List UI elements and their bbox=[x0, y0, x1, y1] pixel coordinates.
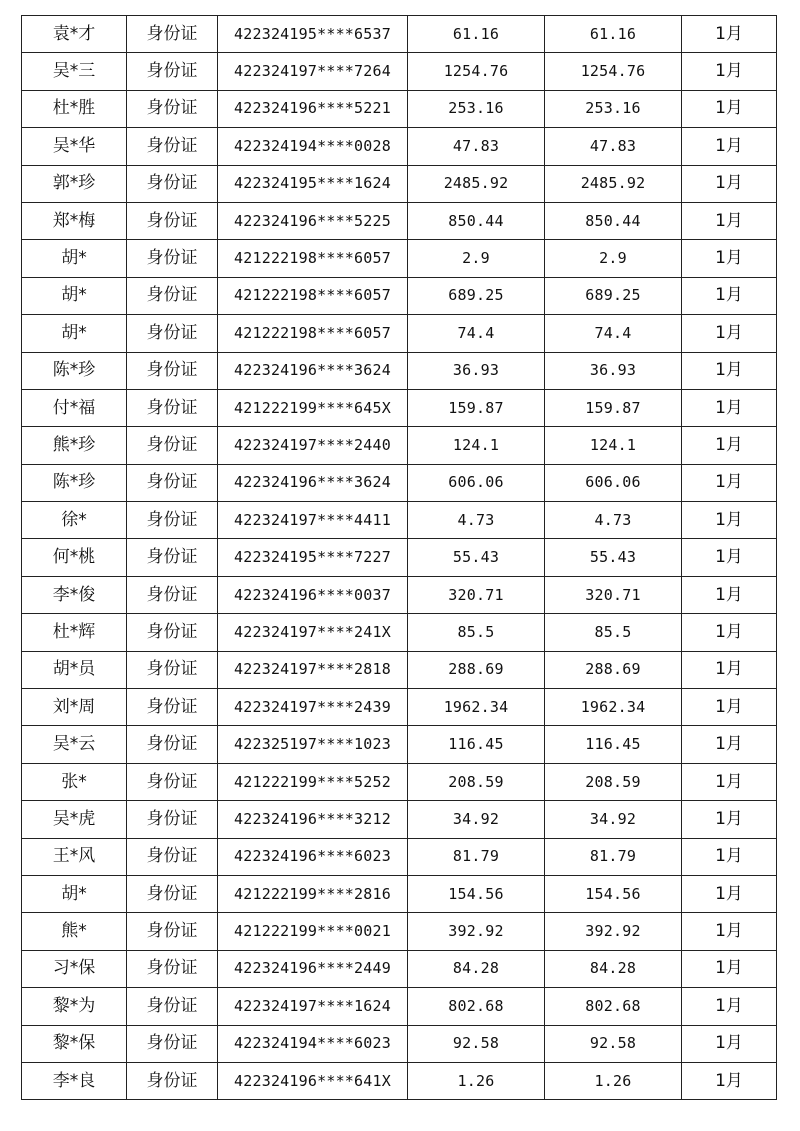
recipient-name-cell: 张* bbox=[22, 763, 127, 800]
table-row bbox=[22, 315, 777, 352]
month-cell: 1月 bbox=[682, 464, 777, 501]
amount-cell: 208.59 bbox=[408, 763, 545, 800]
month-cell: 1月 bbox=[682, 875, 777, 912]
id-type-cell: 身份证 bbox=[127, 1062, 218, 1099]
amount-paid-cell: 392.92 bbox=[545, 913, 682, 950]
amount-cell: 850.44 bbox=[408, 202, 545, 239]
amount-cell: 288.69 bbox=[408, 651, 545, 688]
recipient-name-cell: 黎*保 bbox=[22, 1025, 127, 1062]
month-cell: 1月 bbox=[682, 240, 777, 277]
amount-cell: 92.58 bbox=[408, 1025, 545, 1062]
month-cell: 1月 bbox=[682, 726, 777, 763]
recipient-name-cell: 吴*云 bbox=[22, 726, 127, 763]
id-type-cell: 身份证 bbox=[127, 763, 218, 800]
amount-paid-cell: 55.43 bbox=[545, 539, 682, 576]
id-number-cell: 422324196****0037 bbox=[218, 576, 408, 613]
id-number-cell: 421222198****6057 bbox=[218, 277, 408, 314]
recipient-name-cell: 熊* bbox=[22, 913, 127, 950]
recipient-name-cell: 王*风 bbox=[22, 838, 127, 875]
amount-cell: 154.56 bbox=[408, 875, 545, 912]
id-number-cell: 422324194****6023 bbox=[218, 1025, 408, 1062]
id-type-cell: 身份证 bbox=[127, 801, 218, 838]
id-number-cell: 421222199****645X bbox=[218, 389, 408, 426]
amount-cell: 159.87 bbox=[408, 389, 545, 426]
id-number-cell: 422324196****2449 bbox=[218, 950, 408, 987]
amount-cell: 36.93 bbox=[408, 352, 545, 389]
id-type-cell: 身份证 bbox=[127, 838, 218, 875]
recipient-name-cell: 黎*为 bbox=[22, 988, 127, 1025]
recipient-name-cell: 杜*胜 bbox=[22, 90, 127, 127]
id-number-cell: 422324197****2439 bbox=[218, 689, 408, 726]
id-number-cell: 422324195****6537 bbox=[218, 16, 408, 53]
table-row bbox=[22, 352, 777, 389]
amount-paid-cell: 74.4 bbox=[545, 315, 682, 352]
table-row bbox=[22, 389, 777, 426]
id-type-cell: 身份证 bbox=[127, 165, 218, 202]
subsidy-ledger-table bbox=[21, 15, 777, 1100]
amount-paid-cell: 81.79 bbox=[545, 838, 682, 875]
id-number-cell: 421222198****6057 bbox=[218, 240, 408, 277]
month-cell: 1月 bbox=[682, 614, 777, 651]
id-type-cell: 身份证 bbox=[127, 315, 218, 352]
month-cell: 1月 bbox=[682, 689, 777, 726]
amount-cell: 4.73 bbox=[408, 502, 545, 539]
recipient-name-cell: 吴*虎 bbox=[22, 801, 127, 838]
id-number-cell: 422324197****4411 bbox=[218, 502, 408, 539]
table-row bbox=[22, 1025, 777, 1062]
month-cell: 1月 bbox=[682, 988, 777, 1025]
table-row bbox=[22, 464, 777, 501]
amount-paid-cell: 850.44 bbox=[545, 202, 682, 239]
recipient-name-cell: 郑*梅 bbox=[22, 202, 127, 239]
amount-cell: 116.45 bbox=[408, 726, 545, 763]
amount-cell: 253.16 bbox=[408, 90, 545, 127]
amount-cell: 85.5 bbox=[408, 614, 545, 651]
amount-paid-cell: 84.28 bbox=[545, 950, 682, 987]
id-type-cell: 身份证 bbox=[127, 875, 218, 912]
id-number-cell: 421222199****0021 bbox=[218, 913, 408, 950]
amount-cell: 1962.34 bbox=[408, 689, 545, 726]
table-row bbox=[22, 53, 777, 90]
recipient-name-cell: 胡* bbox=[22, 277, 127, 314]
id-number-cell: 422324196****5221 bbox=[218, 90, 408, 127]
id-type-cell: 身份证 bbox=[127, 651, 218, 688]
table-row bbox=[22, 950, 777, 987]
amount-cell: 124.1 bbox=[408, 427, 545, 464]
table-row bbox=[22, 202, 777, 239]
id-type-cell: 身份证 bbox=[127, 689, 218, 726]
id-number-cell: 421222198****6057 bbox=[218, 315, 408, 352]
id-type-cell: 身份证 bbox=[127, 464, 218, 501]
table-row bbox=[22, 726, 777, 763]
id-number-cell: 422324196****6023 bbox=[218, 838, 408, 875]
id-number-cell: 421222199****5252 bbox=[218, 763, 408, 800]
id-type-cell: 身份证 bbox=[127, 277, 218, 314]
month-cell: 1月 bbox=[682, 53, 777, 90]
id-number-cell: 422324196****3624 bbox=[218, 464, 408, 501]
id-type-cell: 身份证 bbox=[127, 240, 218, 277]
amount-paid-cell: 61.16 bbox=[545, 16, 682, 53]
amount-paid-cell: 47.83 bbox=[545, 128, 682, 165]
id-number-cell: 422324196****3212 bbox=[218, 801, 408, 838]
amount-cell: 74.4 bbox=[408, 315, 545, 352]
recipient-name-cell: 李*俊 bbox=[22, 576, 127, 613]
amount-paid-cell: 116.45 bbox=[545, 726, 682, 763]
id-number-cell: 422325197****1023 bbox=[218, 726, 408, 763]
month-cell: 1月 bbox=[682, 427, 777, 464]
amount-paid-cell: 208.59 bbox=[545, 763, 682, 800]
amount-paid-cell: 1254.76 bbox=[545, 53, 682, 90]
month-cell: 1月 bbox=[682, 950, 777, 987]
month-cell: 1月 bbox=[682, 913, 777, 950]
table-row bbox=[22, 16, 777, 53]
id-type-cell: 身份证 bbox=[127, 53, 218, 90]
amount-cell: 47.83 bbox=[408, 128, 545, 165]
month-cell: 1月 bbox=[682, 801, 777, 838]
id-number-cell: 422324197****7264 bbox=[218, 53, 408, 90]
id-type-cell: 身份证 bbox=[127, 1025, 218, 1062]
table-row bbox=[22, 838, 777, 875]
table-row bbox=[22, 277, 777, 314]
id-number-cell: 422324197****241X bbox=[218, 614, 408, 651]
id-type-cell: 身份证 bbox=[127, 389, 218, 426]
table-row bbox=[22, 875, 777, 912]
amount-paid-cell: 36.93 bbox=[545, 352, 682, 389]
recipient-name-cell: 杜*辉 bbox=[22, 614, 127, 651]
recipient-name-cell: 吴*三 bbox=[22, 53, 127, 90]
table-row bbox=[22, 128, 777, 165]
amount-cell: 1.26 bbox=[408, 1062, 545, 1099]
recipient-name-cell: 付*福 bbox=[22, 389, 127, 426]
recipient-name-cell: 李*良 bbox=[22, 1062, 127, 1099]
amount-cell: 606.06 bbox=[408, 464, 545, 501]
table-row bbox=[22, 539, 777, 576]
month-cell: 1月 bbox=[682, 202, 777, 239]
month-cell: 1月 bbox=[682, 763, 777, 800]
id-number-cell: 422324196****5225 bbox=[218, 202, 408, 239]
recipient-name-cell: 习*保 bbox=[22, 950, 127, 987]
recipient-name-cell: 郭*珍 bbox=[22, 165, 127, 202]
recipient-name-cell: 何*桃 bbox=[22, 539, 127, 576]
id-type-cell: 身份证 bbox=[127, 988, 218, 1025]
month-cell: 1月 bbox=[682, 576, 777, 613]
table-row bbox=[22, 988, 777, 1025]
month-cell: 1月 bbox=[682, 128, 777, 165]
id-number-cell: 421222199****2816 bbox=[218, 875, 408, 912]
recipient-name-cell: 刘*周 bbox=[22, 689, 127, 726]
id-number-cell: 422324196****3624 bbox=[218, 352, 408, 389]
id-type-cell: 身份证 bbox=[127, 427, 218, 464]
month-cell: 1月 bbox=[682, 315, 777, 352]
month-cell: 1月 bbox=[682, 352, 777, 389]
amount-paid-cell: 154.56 bbox=[545, 875, 682, 912]
amount-paid-cell: 85.5 bbox=[545, 614, 682, 651]
recipient-name-cell: 吴*华 bbox=[22, 128, 127, 165]
recipient-name-cell: 胡*员 bbox=[22, 651, 127, 688]
id-type-cell: 身份证 bbox=[127, 90, 218, 127]
table-row bbox=[22, 801, 777, 838]
table-row bbox=[22, 90, 777, 127]
month-cell: 1月 bbox=[682, 1062, 777, 1099]
amount-paid-cell: 34.92 bbox=[545, 801, 682, 838]
id-number-cell: 422324197****2818 bbox=[218, 651, 408, 688]
id-number-cell: 422324197****1624 bbox=[218, 988, 408, 1025]
id-type-cell: 身份证 bbox=[127, 128, 218, 165]
amount-cell: 2485.92 bbox=[408, 165, 545, 202]
amount-cell: 392.92 bbox=[408, 913, 545, 950]
id-type-cell: 身份证 bbox=[127, 950, 218, 987]
id-number-cell: 422324196****641X bbox=[218, 1062, 408, 1099]
month-cell: 1月 bbox=[682, 539, 777, 576]
id-type-cell: 身份证 bbox=[127, 202, 218, 239]
table-row bbox=[22, 165, 777, 202]
recipient-name-cell: 熊*珍 bbox=[22, 427, 127, 464]
month-cell: 1月 bbox=[682, 651, 777, 688]
recipient-name-cell: 陈*珍 bbox=[22, 352, 127, 389]
amount-paid-cell: 606.06 bbox=[545, 464, 682, 501]
table-row bbox=[22, 614, 777, 651]
month-cell: 1月 bbox=[682, 838, 777, 875]
amount-cell: 689.25 bbox=[408, 277, 545, 314]
table-row bbox=[22, 763, 777, 800]
recipient-name-cell: 胡* bbox=[22, 315, 127, 352]
month-cell: 1月 bbox=[682, 389, 777, 426]
table-row bbox=[22, 689, 777, 726]
amount-paid-cell: 1.26 bbox=[545, 1062, 682, 1099]
month-cell: 1月 bbox=[682, 277, 777, 314]
month-cell: 1月 bbox=[682, 502, 777, 539]
amount-paid-cell: 689.25 bbox=[545, 277, 682, 314]
month-cell: 1月 bbox=[682, 1025, 777, 1062]
amount-paid-cell: 288.69 bbox=[545, 651, 682, 688]
id-type-cell: 身份证 bbox=[127, 726, 218, 763]
id-number-cell: 422324195****7227 bbox=[218, 539, 408, 576]
id-type-cell: 身份证 bbox=[127, 16, 218, 53]
amount-paid-cell: 159.87 bbox=[545, 389, 682, 426]
amount-cell: 61.16 bbox=[408, 16, 545, 53]
id-number-cell: 422324197****2440 bbox=[218, 427, 408, 464]
id-type-cell: 身份证 bbox=[127, 576, 218, 613]
amount-cell: 34.92 bbox=[408, 801, 545, 838]
id-number-cell: 422324195****1624 bbox=[218, 165, 408, 202]
month-cell: 1月 bbox=[682, 16, 777, 53]
amount-cell: 2.9 bbox=[408, 240, 545, 277]
table-row bbox=[22, 913, 777, 950]
table-row bbox=[22, 651, 777, 688]
amount-paid-cell: 802.68 bbox=[545, 988, 682, 1025]
table-row bbox=[22, 1062, 777, 1099]
amount-paid-cell: 92.58 bbox=[545, 1025, 682, 1062]
amount-cell: 84.28 bbox=[408, 950, 545, 987]
id-type-cell: 身份证 bbox=[127, 502, 218, 539]
amount-paid-cell: 2485.92 bbox=[545, 165, 682, 202]
amount-paid-cell: 2.9 bbox=[545, 240, 682, 277]
amount-cell: 320.71 bbox=[408, 576, 545, 613]
amount-cell: 802.68 bbox=[408, 988, 545, 1025]
table-row bbox=[22, 427, 777, 464]
amount-paid-cell: 253.16 bbox=[545, 90, 682, 127]
amount-paid-cell: 1962.34 bbox=[545, 689, 682, 726]
recipient-name-cell: 徐* bbox=[22, 502, 127, 539]
table-row bbox=[22, 240, 777, 277]
amount-cell: 81.79 bbox=[408, 838, 545, 875]
amount-cell: 1254.76 bbox=[408, 53, 545, 90]
id-type-cell: 身份证 bbox=[127, 539, 218, 576]
amount-cell: 55.43 bbox=[408, 539, 545, 576]
table-row bbox=[22, 502, 777, 539]
amount-paid-cell: 320.71 bbox=[545, 576, 682, 613]
table-row bbox=[22, 576, 777, 613]
month-cell: 1月 bbox=[682, 165, 777, 202]
recipient-name-cell: 陈*珍 bbox=[22, 464, 127, 501]
amount-paid-cell: 124.1 bbox=[545, 427, 682, 464]
id-type-cell: 身份证 bbox=[127, 352, 218, 389]
recipient-name-cell: 胡* bbox=[22, 875, 127, 912]
id-type-cell: 身份证 bbox=[127, 913, 218, 950]
id-type-cell: 身份证 bbox=[127, 614, 218, 651]
amount-paid-cell: 4.73 bbox=[545, 502, 682, 539]
id-number-cell: 422324194****0028 bbox=[218, 128, 408, 165]
recipient-name-cell: 胡* bbox=[22, 240, 127, 277]
ledger-body bbox=[22, 16, 777, 1100]
recipient-name-cell: 袁*才 bbox=[22, 16, 127, 53]
month-cell: 1月 bbox=[682, 90, 777, 127]
